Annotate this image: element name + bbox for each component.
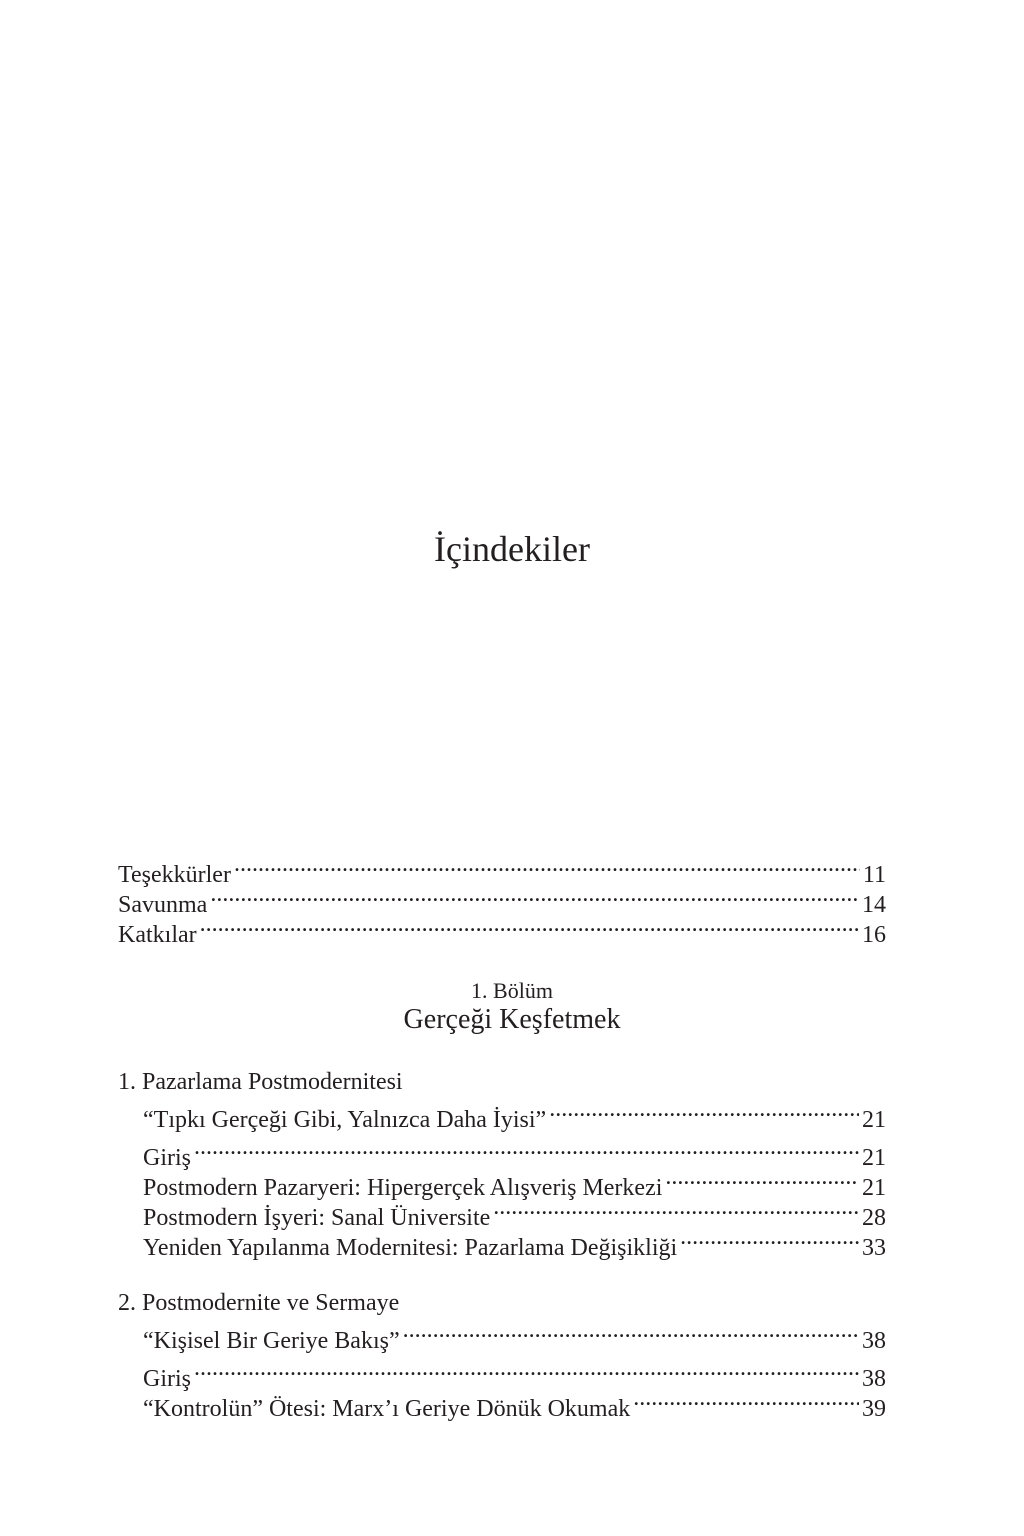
- chapter-subtitle-entry[interactable]: [143, 1318, 886, 1354]
- dot-leader: [403, 1318, 859, 1348]
- chapter-title[interactable]: 1. Pazarlama Postmodernitesi: [118, 1069, 403, 1095]
- dot-leader: [210, 882, 859, 912]
- toc-entry-page: 38: [862, 1366, 886, 1392]
- dot-leader: [633, 1386, 859, 1416]
- dot-leader: [194, 1356, 859, 1386]
- toc-entry[interactable]: [143, 1356, 886, 1392]
- toc-entry-label: “Tıpkı Gerçeği Gibi, Yalnızca Daha İyisi”: [143, 1107, 547, 1133]
- toc-entry-label: “Kontrolün” Ötesi: Marx’ı Geriye Dönük Okumak: [143, 1396, 631, 1422]
- dot-leader: [234, 852, 860, 882]
- page-title: İçindekiler: [434, 529, 590, 569]
- toc-entry-page: 11: [862, 862, 886, 888]
- toc-entry-label: Yeniden Yapılanma Modernitesi: Pazarlama Değişikliği: [143, 1235, 678, 1261]
- chapter-title[interactable]: 2. Postmodernite ve Sermaye: [118, 1290, 400, 1316]
- toc-entry[interactable]: [143, 1386, 886, 1422]
- toc-entry-label: Katkılar: [118, 922, 197, 948]
- dot-leader: [194, 1135, 859, 1165]
- toc-entry-label: Giriş: [143, 1145, 191, 1171]
- toc-entry-page: 14: [862, 892, 886, 918]
- toc-entry-page: 21: [862, 1107, 886, 1133]
- toc-entry-page: 39: [862, 1396, 886, 1422]
- dot-leader: [549, 1097, 859, 1127]
- toc-entry-label: Teşekkürler: [118, 862, 231, 888]
- toc-entry[interactable]: [118, 852, 886, 888]
- toc-entry-page: 21: [862, 1145, 886, 1171]
- toc-entry[interactable]: [143, 1195, 886, 1231]
- toc-entry[interactable]: [143, 1225, 886, 1261]
- toc-entry-label: Giriş: [143, 1366, 191, 1392]
- toc-entry-page: 38: [862, 1328, 886, 1354]
- dot-leader: [200, 912, 859, 942]
- toc-entry[interactable]: [118, 912, 886, 948]
- toc-entry[interactable]: [143, 1165, 886, 1201]
- toc-entry-label: Savunma: [118, 892, 208, 918]
- toc-entry-page: 33: [862, 1235, 886, 1261]
- toc-entry-label: Postmodern Pazaryeri: Hipergerçek Alışveriş Merkezi: [143, 1175, 663, 1201]
- toc-entry-label: Postmodern İşyeri: Sanal Üniversite: [143, 1205, 491, 1231]
- toc-entry[interactable]: [143, 1135, 886, 1171]
- part-title: Gerçeği Keşfetmek: [403, 1004, 621, 1035]
- dot-leader: [665, 1165, 859, 1195]
- dot-leader: [680, 1225, 859, 1255]
- toc-entry-label: “Kişisel Bir Geriye Bakış”: [143, 1328, 400, 1354]
- toc-entry-page: 28: [862, 1205, 886, 1231]
- chapter-subtitle-entry[interactable]: [143, 1097, 886, 1133]
- part-number: 1. Bölüm: [471, 978, 553, 1003]
- toc-entry-page: 16: [862, 922, 886, 948]
- dot-leader: [493, 1195, 859, 1225]
- toc-entry[interactable]: [118, 882, 886, 918]
- toc-entry-page: 21: [862, 1175, 886, 1201]
